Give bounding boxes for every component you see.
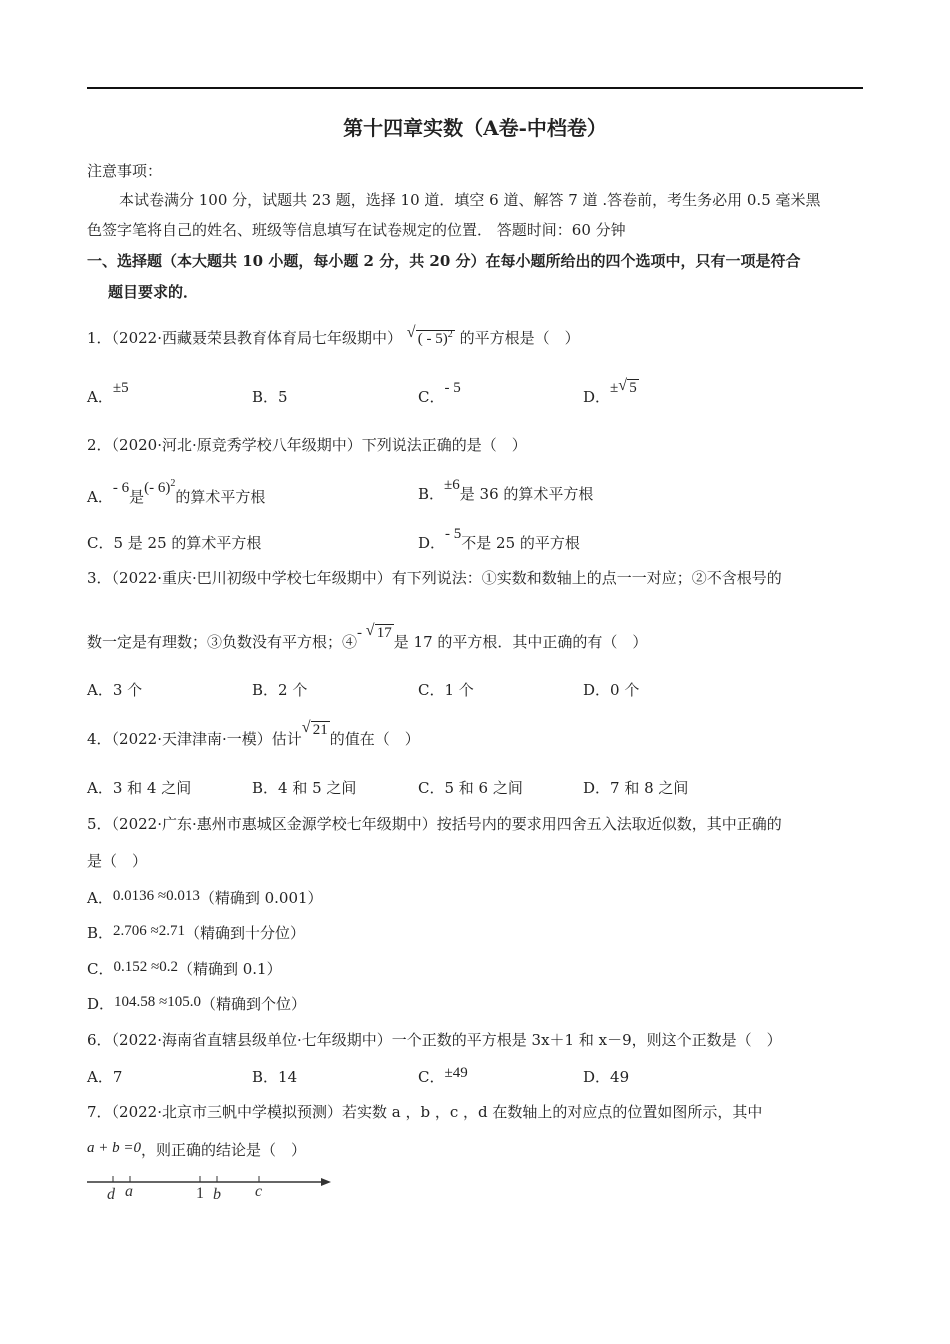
notice-line-2: 色签字笔将自己的姓名、班级等信息填写在试卷规定的位置． 答题时间：60 分钟	[87, 221, 626, 239]
question-7-line-1: 7．（2022·北京市三帆中学模拟预测）若实数 a ，b ，c ，d 在数轴上的对应点的位置如图所示，其中	[87, 1103, 763, 1121]
axis-label-b: b	[213, 1186, 221, 1203]
arrow-icon	[321, 1178, 331, 1186]
question-5-option-b: B．2.706 ≈2.71（精确到十分位）	[87, 923, 306, 942]
radical-sign-icon: √	[365, 622, 375, 639]
question-2-option-c: C．5 是 25 的算术平方根	[87, 534, 262, 552]
radical-sign-icon: √	[618, 377, 628, 394]
question-2-stem: 2．（2020·河北·原竞秀学校八年级期中）下列说法正确的是（ ）	[87, 436, 527, 454]
number-line-figure	[87, 1168, 337, 1208]
question-3-line-2: 数一定是有理数；③负数没有平方根；④- √ 17 是 17 的平方根．其中正确的有（ ）	[87, 622, 648, 651]
question-5-line-2: 是（ ）	[87, 852, 148, 870]
question-5-option-a: A．0.0136 ≈0.013（精确到 0.001）	[87, 888, 323, 907]
question-4-stem: 4．（2022·天津津南·一模）估计 √ 21 的值在（ ）	[87, 719, 420, 748]
sqrt-expression: √ ( - 5)$^2$	[406, 324, 453, 347]
question-1-prefix: 1．（2022·西藏聂荣县教育体育局七年级期中）	[87, 329, 402, 347]
question-5-option-c: C．0.152 ≈0.2（精确到 0.1）	[87, 959, 282, 978]
question-1-suffix: 的平方根是（ ）	[459, 329, 580, 347]
notice-heading: 注意事项：	[87, 162, 163, 180]
question-1-option-d: D．± √ 5	[583, 377, 637, 406]
question-6-option-a: A．7	[87, 1068, 123, 1086]
notice-line-1: 本试卷满分 100 分，试题共 23 题，选择 10 道．填空 6 道、解答 7 道 .答卷前，考生务必用 0.5 毫米黑	[119, 191, 821, 209]
axis-label-c: c	[255, 1183, 263, 1200]
question-4-option-a: A．3 和 4 之间	[87, 779, 192, 797]
axis-label-a: a	[125, 1183, 133, 1200]
question-6-option-d: D．49	[583, 1068, 630, 1086]
radical-sign-icon: √	[406, 324, 416, 341]
section-heading-line-2: 题目要求的．	[108, 283, 199, 301]
question-6-stem: 6．（2022·海南省直辖县级单位·七年级期中）一个正数的平方根是 3x＋1 和 x－9，则这个正数是（ ）	[87, 1031, 782, 1049]
section-heading-line-1: 一、选择题（本大题共 10 小题，每小题 2 分，共 20 分）在每小题所给出的四个选项中，只有一项是符合	[87, 252, 801, 270]
question-3-option-d: D．0 个	[583, 681, 640, 699]
radical-sign-icon: √	[301, 719, 311, 736]
question-2-option-a: A．- 6是(- 6)$^2$的算术平方根	[87, 478, 266, 506]
header-rule	[87, 87, 863, 89]
question-3-option-b: B．2 个	[252, 681, 308, 699]
question-1-option-a: A．±5	[87, 380, 129, 406]
page-title: 第十四章实数（A卷-中档卷）	[343, 116, 607, 140]
question-4-option-b: B．4 和 5 之间	[252, 779, 357, 797]
question-6-option-b: B．14	[252, 1068, 298, 1086]
question-1-option-b: B．5	[252, 388, 288, 406]
question-1-option-c: C．- 5	[418, 380, 461, 406]
question-5-line-1: 5．（2022·广东·惠州市惠城区金源学校七年级期中）按括号内的要求用四舍五入法取近似数，其中正确的	[87, 815, 782, 833]
axis-label-d: d	[107, 1186, 115, 1203]
question-7-line-2: a + b =0，则正确的结论是（ ）	[87, 1140, 307, 1159]
question-6-option-c: C．±49	[418, 1065, 468, 1086]
question-1-stem	[87, 325, 580, 349]
question-3-option-a: A．3 个	[87, 681, 143, 699]
axis-label-1: 1	[196, 1185, 204, 1202]
question-5-option-d: D．104.58 ≈105.0（精确到个位）	[87, 994, 307, 1013]
question-3-line-1: 3．（2022·重庆·巴川初级中学校七年级期中）有下列说法：①实数和数轴上的点一一对应；②不含根号的	[87, 569, 782, 587]
question-3-option-c: C．1 个	[418, 681, 474, 699]
question-2-option-b: B．±6是 36 的算术平方根	[418, 477, 594, 503]
question-4-option-d: D．7 和 8 之间	[583, 779, 689, 797]
question-4-option-c: C．5 和 6 之间	[418, 779, 523, 797]
question-2-option-d: D．- 5不是 25 的平方根	[418, 526, 580, 552]
